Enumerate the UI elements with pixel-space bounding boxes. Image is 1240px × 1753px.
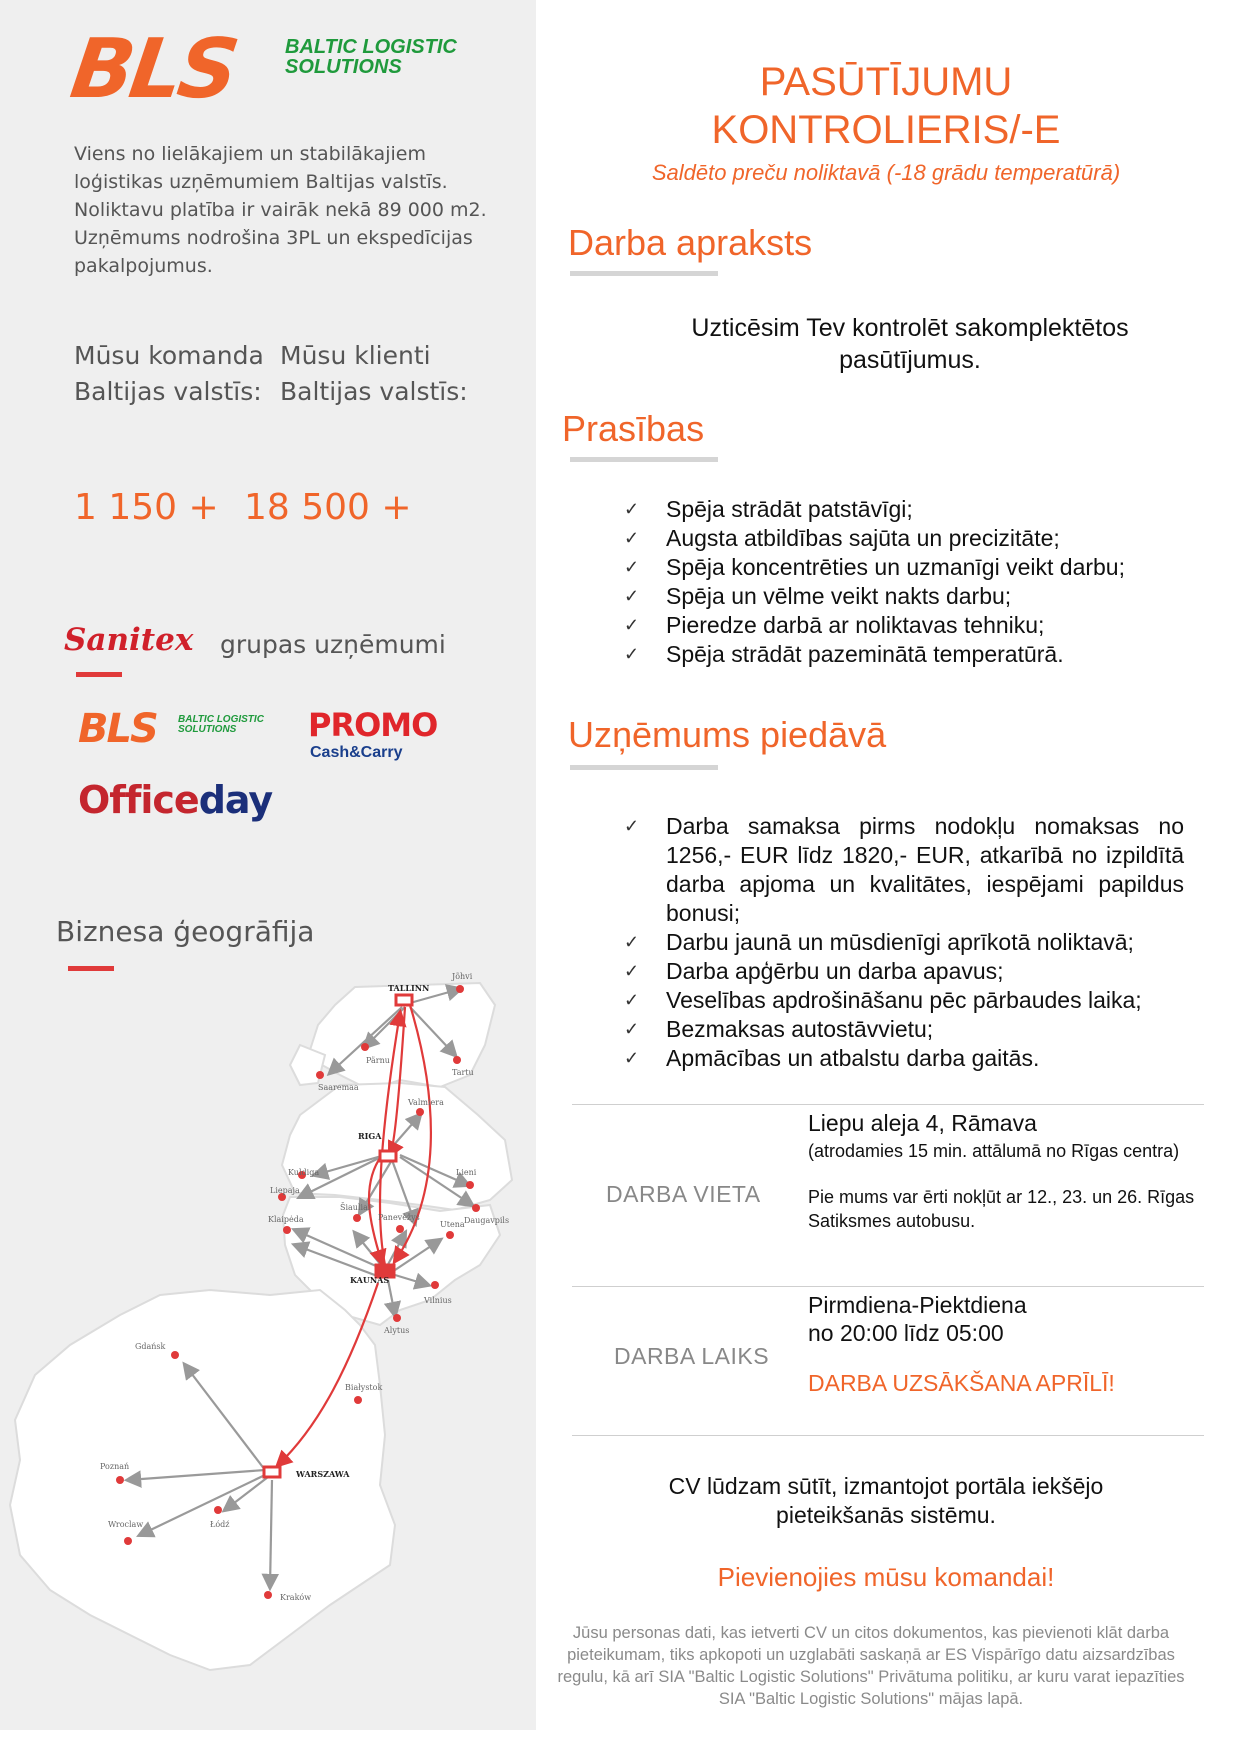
map-label: WARSZAWA [296,1469,350,1479]
group-text: grupas uzņēmumi [220,630,446,659]
requirement-text: Spēja koncentrēties un uzmanīgi veikt darbu; [666,554,1125,580]
list-item [624,986,1184,1015]
requirements-list [624,495,1184,669]
work-place-note: (atrodamies 15 min. attālumā no Rīgas centra) [808,1141,1180,1161]
requirement-text: Spēja strādāt pazeminātā temperatūrā. [666,641,1064,667]
check-icon: ✓ [624,644,640,664]
company-intro [74,140,514,280]
promo-sub: Cash&Carry [310,744,403,761]
list-item [624,524,1184,553]
join-team: Pievienojies mūsu komandai! [717,1562,1055,1592]
map-label: Daugavpils [464,1216,510,1225]
section-description-title: Darba apraksts [568,222,813,263]
check-icon: ✓ [624,586,640,606]
work-place-label: DARBA VIETA [606,1181,761,1207]
check-icon: ✓ [624,932,640,952]
map-label: Vilnius [424,1296,452,1305]
list-item [624,582,1184,611]
logistics-map [0,965,536,1730]
bls-logo-sub-2: SOLUTIONS [285,56,402,78]
map-label: Pärnu [366,1056,390,1065]
list-item [624,640,1184,669]
cv-line2: pieteikšanās sistēmu. [776,1502,996,1528]
map-label: Tartu [452,1068,474,1077]
section-offer-title: Uzņēmums piedāvā [568,714,887,755]
work-place-details [808,1109,1198,1233]
sanitex-logo: Sanitex [64,622,194,658]
cv-line1: CV lūdzam sūtīt, izmantojot portāla iekšējo [668,1473,1104,1499]
bls-logo-sub-1: BALTIC LOGISTIC [285,36,457,58]
work-place-address: Liepu aleja 4, Rāmava [808,1110,1037,1136]
job-title-line2: KONTROLIERIS/-E [711,108,1061,152]
offer-text: Apmācības un atbalstu darba gaitās. [666,1045,1040,1071]
offer-text: Darbu jaunā un mūsdienīgi aprīkotā noliktavā; [666,929,1134,955]
map-label: Utena [440,1220,465,1229]
intro-line: pakalpojumus. [74,255,213,277]
map-label: Alytus [384,1326,410,1335]
offers-list [624,812,1184,1073]
team-label-line2: Baltijas valstīs: [74,377,262,406]
list-item [624,1044,1184,1073]
section-offer-underline [570,765,718,770]
check-icon: ✓ [624,499,640,519]
map-label: RIGA [358,1131,382,1141]
bls-small-sub1: BALTIC LOGISTIC [178,714,264,725]
map-label: KAUNAS [350,1275,390,1285]
section-description-underline [570,271,718,276]
requirement-text: Spēja strādāt patstāvīgi; [666,496,913,522]
map-label: Jõhvi [452,972,473,981]
description-text [640,312,1180,376]
map-label: Kraków [280,1593,312,1602]
section-requirements-title: Prasības [562,408,705,449]
intro-line: Uzņēmums nodrošina 3PL un ekspedīcijas [74,227,473,249]
promo-mark: PROMO [308,706,438,744]
work-place-transport: Pie mums var ērti nokļūt ar 12., 23. un 26. Rīgas Satiksmes autobusu. [808,1187,1195,1231]
list-item [624,957,1184,986]
description-line2: pasūtījumus. [839,346,981,374]
map-label: Białystok [345,1383,383,1392]
map-label: Saaremaa [318,1083,359,1092]
intro-line: loģistikas uzņēmumiem Baltijas valstīs. [74,171,448,193]
clients-count: 18 500 + [244,487,412,528]
map-label: Kuldiga [288,1168,320,1177]
map-label: Valmiera [408,1098,444,1107]
team-label-line1: Mūsu komanda [74,341,264,370]
start-note: DARBA UZSĀKŠANA APRĪLĪ! [808,1370,1115,1396]
check-icon: ✓ [624,1019,640,1039]
clients-label [280,338,468,410]
description-line1: Uzticēsim Tev kontrolēt sakomplektētos [691,314,1129,342]
list-item [624,495,1184,524]
map-label: Łódź [210,1520,230,1529]
work-time-details [808,1291,1198,1397]
check-icon: ✓ [624,961,640,981]
officeday-office: Office [78,778,199,822]
map-label: Klaipėda [268,1215,304,1224]
map-label: Wroclaw [108,1520,144,1529]
check-icon: ✓ [624,615,640,635]
offer-text: Darba samaksa pirms nodokļu nomaksas no 1256,- EUR līdz 1820,- EUR, atkarībā no izpildītā darba apjoma un kvalitātes, iespējami papildus bonusi; [666,813,1184,926]
officeday-day: day [198,778,273,822]
officeday-logo [78,778,272,822]
bls-logo [65,22,492,117]
work-place-row [572,1104,1204,1287]
offer-text: Darba apģērbu un darba apavus; [666,958,1004,984]
promo-logo [308,706,458,766]
map-label: Liepaja [270,1186,300,1195]
team-label [74,338,264,410]
sanitex-underline [76,672,122,677]
map-label: Šiauliai [340,1203,371,1212]
intro-line: Noliktavu platība ir vairāk nekā 89 000 m2. [74,199,487,221]
list-item [624,611,1184,640]
offer-text: Bezmaksas autostāvvietu; [666,1016,934,1042]
section-requirements-underline [570,457,718,462]
check-icon: ✓ [624,990,640,1010]
clients-label-line1: Mūsu klienti [280,341,431,370]
list-item [624,812,1184,928]
offer-text: Veselības apdrošināšanu pēc pārbaudes laika; [666,987,1142,1013]
geo-title: Biznesa ģeogrāfija [56,915,315,948]
list-item [624,553,1184,582]
bls-small-mark: BLS [78,706,157,752]
map-label: Gdańsk [135,1342,166,1351]
work-time-days: Pirmdiena-Piektdiena [808,1292,1027,1318]
requirement-text: Pieredze darbā ar noliktavas tehniku; [666,612,1045,638]
check-icon: ✓ [624,816,640,836]
list-item [624,928,1184,957]
work-time-hours: no 20:00 līdz 05:00 [808,1320,1004,1346]
map-label: Lieni [456,1168,477,1177]
job-subtitle: Saldēto preču noliktavā (-18 grādu temperatūrā) [651,160,1121,185]
job-title [572,58,1200,154]
check-icon: ✓ [624,1048,640,1068]
requirement-text: Spēja un vēlme veikt nakts darbu; [666,583,1012,609]
work-time-label: DARBA LAIKS [614,1343,770,1369]
check-icon: ✓ [624,528,640,548]
bls-logo-mark: BLS [65,22,241,117]
check-icon: ✓ [624,557,640,577]
bls-small-logo [78,706,288,756]
map-label: TALLINN [388,983,430,993]
cv-instructions [572,1472,1200,1530]
clients-label-line2: Baltijas valstīs: [280,377,468,406]
bls-small-sub2: SOLUTIONS [178,724,237,735]
work-time-row [572,1286,1204,1436]
team-count: 1 150 + [74,487,219,528]
requirement-text: Augsta atbildības sajūta un precizitāte; [666,525,1060,551]
map-label: Panevėžys [378,1213,420,1222]
left-panel [0,0,536,1730]
intro-line: Viens no lielākajiem un stabilākajiem [74,143,426,165]
privacy-notice: Jūsu personas dati, kas ietverti CV un citos dokumentos, kas pievienoti klāt darba pieteikumam, tiks apkopoti un uzglabāti saskaņā ar ES Vispārīgo datu aizsardzības regulu, kā arī SIA "Baltic Logistic Solutions" Privātuma politiku, ar kuru varat iepazīties SIA "Baltic Logistic Solutions" mājas lapā. [557,1624,1185,1708]
list-item [624,1015,1184,1044]
map-label: Poznań [100,1462,130,1471]
job-title-line1: PASŪTĪJUMU [759,60,1013,104]
map-land [10,983,512,1670]
